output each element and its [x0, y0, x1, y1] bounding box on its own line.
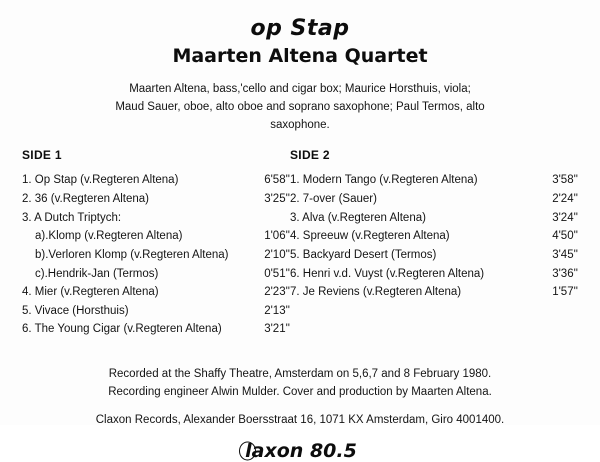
tracklist-container	[22, 148, 578, 339]
label-address: Claxon Records, Alexander Boersstraat 16, 1071 KX Amsterdam, Giro 4001400.	[95, 413, 505, 426]
track-row	[22, 265, 290, 284]
track-title: 3. A Dutch Triptych:	[22, 211, 122, 224]
album-title: op Stap	[250, 16, 350, 41]
personnel-credits-line-1: Maarten Altena, bass,'cello and cigar box; Maurice Horsthuis, viola;	[129, 83, 471, 95]
logo-text: laxon 80.5	[245, 439, 357, 462]
track-row	[22, 190, 290, 209]
track-duration: 3'36''	[552, 267, 578, 280]
track-duration: 3'25''	[264, 193, 290, 206]
track-duration: 2'23''	[264, 286, 290, 299]
track-title: 6. The Young Cigar (v.Regteren Altena)	[22, 323, 222, 336]
track-duration: 0'51''	[264, 267, 290, 280]
side-one-column	[22, 148, 290, 339]
personnel-credits	[85, 81, 515, 134]
track-title: 1. Modern Tango (v.Regteren Altena)	[290, 174, 478, 187]
track-title: a).Klomp (v.Regteren Altena)	[35, 230, 183, 243]
track-row	[22, 320, 290, 339]
personnel-credits-line-2: Maud Sauer, oboe, alto oboe and soprano saxophone; Paul Termos, alto saxophone.	[115, 100, 485, 131]
track-row	[290, 283, 578, 302]
recording-info-line-1: Recorded at the Shaffy Theatre, Amsterdam on 5,6,7 and 8 February 1980.	[108, 368, 492, 381]
track-row	[22, 227, 290, 246]
side-two-heading: SIDE 2	[290, 148, 330, 163]
logo-mark	[243, 440, 357, 462]
track-row	[290, 246, 578, 265]
track-duration: 4'50''	[552, 230, 578, 243]
track-duration: 3'58''	[552, 174, 578, 187]
track-row	[290, 227, 578, 246]
track-duration: 3'21''	[264, 323, 290, 336]
track-row	[290, 209, 578, 228]
track-row	[290, 190, 578, 209]
track-duration: 3'45''	[552, 248, 578, 261]
track-duration: 2'10''	[264, 248, 290, 261]
track-duration: 1'06''	[264, 230, 290, 243]
side-one-heading: SIDE 1	[22, 148, 62, 163]
track-title: 4. Spreeuw (v.Regteren Altena)	[290, 230, 450, 243]
recording-info	[22, 365, 578, 402]
track-title: 2. 36 (v.Regteren Altena)	[22, 193, 149, 206]
track-row	[290, 265, 578, 284]
track-title: 2. 7-over (Sauer)	[290, 193, 377, 206]
track-title: 3. Alva (v.Regteren Altena)	[290, 211, 426, 224]
track-duration: 2'13''	[264, 304, 290, 317]
track-title: c).Hendrik-Jan (Termos)	[35, 267, 159, 280]
track-title: 7. Je Reviens (v.Regteren Altena)	[290, 286, 462, 299]
track-title: 6. Henri v.d. Vuyst (v.Regteren Altena)	[290, 267, 485, 280]
track-duration: 2'24''	[552, 193, 578, 206]
claxon-records-logo	[22, 440, 578, 462]
track-title: b).Verloren Klomp (v.Regteren Altena)	[35, 248, 229, 261]
track-row	[22, 209, 290, 228]
track-row	[22, 302, 290, 321]
track-title: 1. Op Stap (v.Regteren Altena)	[22, 174, 179, 187]
track-duration: 3'24''	[552, 211, 578, 224]
track-duration: 6'58''	[264, 174, 290, 187]
track-row	[22, 246, 290, 265]
track-row	[290, 171, 578, 190]
track-row	[22, 283, 290, 302]
track-row	[22, 171, 290, 190]
track-title: 5. Backyard Desert (Termos)	[290, 248, 437, 261]
recording-info-line-2: Recording engineer Alwin Mulder. Cover and production by Maarten Altena.	[108, 386, 492, 399]
track-title: 5. Vivace (Horsthuis)	[22, 304, 129, 317]
album-artist: Maarten Altena Quartet	[172, 45, 428, 67]
side-two-column	[290, 148, 578, 301]
track-title: 4. Mier (v.Regteren Altena)	[22, 286, 159, 299]
track-duration: 1'57''	[552, 286, 578, 299]
